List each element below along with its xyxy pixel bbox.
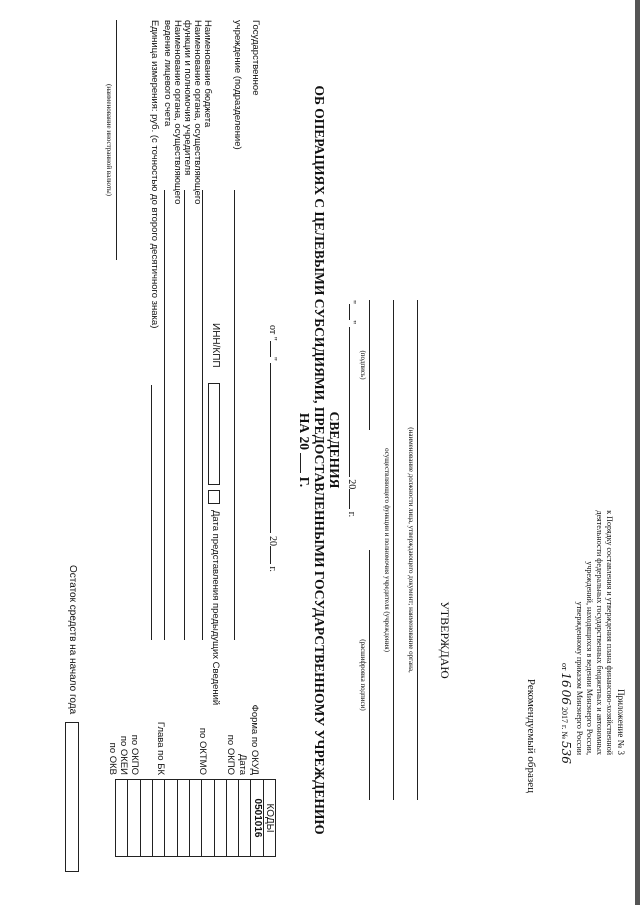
approve-title: УТВЕРЖДАЮ	[438, 601, 452, 679]
okei-code-cell[interactable]	[128, 780, 140, 857]
account-fill-line	[164, 190, 165, 640]
order-from: от	[560, 663, 569, 671]
label-okv: по ОКВ	[107, 742, 118, 775]
date-prev-code-cell[interactable]	[214, 780, 226, 857]
institution-fill-line	[234, 190, 235, 640]
label-account-organ: Наименование органа, осуществляющего	[172, 20, 183, 205]
approval-date-line: "" 20 г.	[346, 300, 357, 518]
founder-fill-line	[184, 190, 185, 640]
appendix-number: Приложение № 3	[616, 689, 626, 755]
order-year: 2017 г. №	[560, 706, 569, 739]
budget-fill-line	[202, 190, 203, 640]
form-date-line: от "" 20 г.	[267, 325, 278, 572]
label-oktmo: по ОКТМО	[197, 727, 208, 775]
label-okpo-2: по ОКПО	[129, 734, 140, 775]
codes-table	[115, 779, 276, 857]
header-line-2: деятельности федеральных государственных бюджетных и автономных	[595, 510, 604, 755]
label-founder-organ: Наименование органа, осуществляющего	[192, 20, 203, 205]
doc-year-line: НА 20 Г.	[297, 412, 312, 488]
okpo-2-code-cell[interactable]	[140, 780, 152, 857]
inn-kpp-separator-field[interactable]	[208, 490, 220, 504]
decoding-line	[369, 550, 370, 800]
doc-title: СВЕДЕНИЯ	[327, 411, 342, 489]
empty-code-cell-1[interactable]	[189, 780, 201, 857]
decoding-caption: (расшифровка подписи)	[359, 639, 367, 711]
label-okpo: по ОКПО	[225, 734, 236, 775]
unit-fill-line	[151, 385, 152, 640]
codes-header: КОДЫ	[263, 780, 275, 857]
order-date-line	[559, 663, 573, 764]
label-okud: Форма по ОКУД	[249, 704, 260, 775]
glava-bk-code-cell[interactable]	[165, 780, 177, 857]
signature-line	[369, 300, 370, 430]
recommended-sample: Рекомендуемый образец	[525, 678, 537, 793]
date-code-cell[interactable]	[239, 780, 251, 857]
label-founder-functions: функции и полномочия учредителя	[182, 20, 193, 176]
signature-caption: (подпись)	[359, 350, 367, 380]
label-institution-subdivision: учреждение (подразделение)	[232, 20, 243, 150]
okpo-code-cell[interactable]	[226, 780, 238, 857]
label-budget-name: Наименование бюджета	[202, 20, 213, 128]
label-inn-kpp: ИНН/КПП	[210, 323, 221, 368]
approver-organ-line	[393, 300, 394, 800]
empty-code-cell-3[interactable]	[153, 780, 165, 857]
empty-code-cell-2[interactable]	[177, 780, 189, 857]
header-line-4: утвержденному приказом Минэнерго России	[575, 601, 584, 755]
label-glava-bk: Глава по БК	[155, 721, 166, 775]
currency-caption: (наименование иностранной валюты)	[105, 84, 113, 196]
label-unit-measure: Единица измерения: руб. (с точностью до второго десятичного знака)	[149, 20, 160, 329]
label-account-keeping: ведение лицевого счета	[162, 20, 173, 127]
header-line-3: учреждений, находящихся в ведении Минэнерго России,	[585, 561, 594, 755]
inn-kpp-field[interactable]	[208, 383, 220, 485]
okv-code-cell[interactable]	[116, 780, 128, 857]
scan-edge	[635, 0, 640, 905]
currency-fill-line	[116, 20, 117, 260]
order-number: 536	[559, 740, 573, 764]
header-line-1: к Порядку составления и утверждения плана финансово-хозяйственной	[605, 510, 614, 755]
label-balance-start: Остаток средств на начало года	[67, 565, 78, 715]
approver-position-line	[417, 300, 418, 800]
order-month: 06	[559, 689, 573, 705]
balance-start-field[interactable]	[65, 722, 79, 872]
label-okei: по ОКЕИ	[118, 735, 129, 775]
oktmo-code-cell[interactable]	[202, 780, 214, 857]
approver-caption-1: (наименование должности лица, утверждающего документ; наименование органа,	[407, 427, 415, 673]
okud-code-cell: 0501016	[251, 780, 263, 857]
order-day: 16	[559, 672, 573, 688]
doc-subtitle: ОБ ОПЕРАЦИЯХ С ЦЕЛЕВЫМИ СУБСИДИЯМИ, ПРЕДОСТАВЛЕННЫМИ ГОСУДАРСТВЕННОМУ УЧРЕЖДЕНИЮ	[312, 85, 327, 835]
label-date: Дата	[237, 753, 248, 775]
label-date-previous: Дата представления предыдущих Сведений	[210, 510, 221, 706]
label-state-institution: Государственное	[250, 20, 261, 96]
approver-caption-2: осуществляющего функции и полномочия учредителя (учреждения)	[383, 448, 391, 652]
